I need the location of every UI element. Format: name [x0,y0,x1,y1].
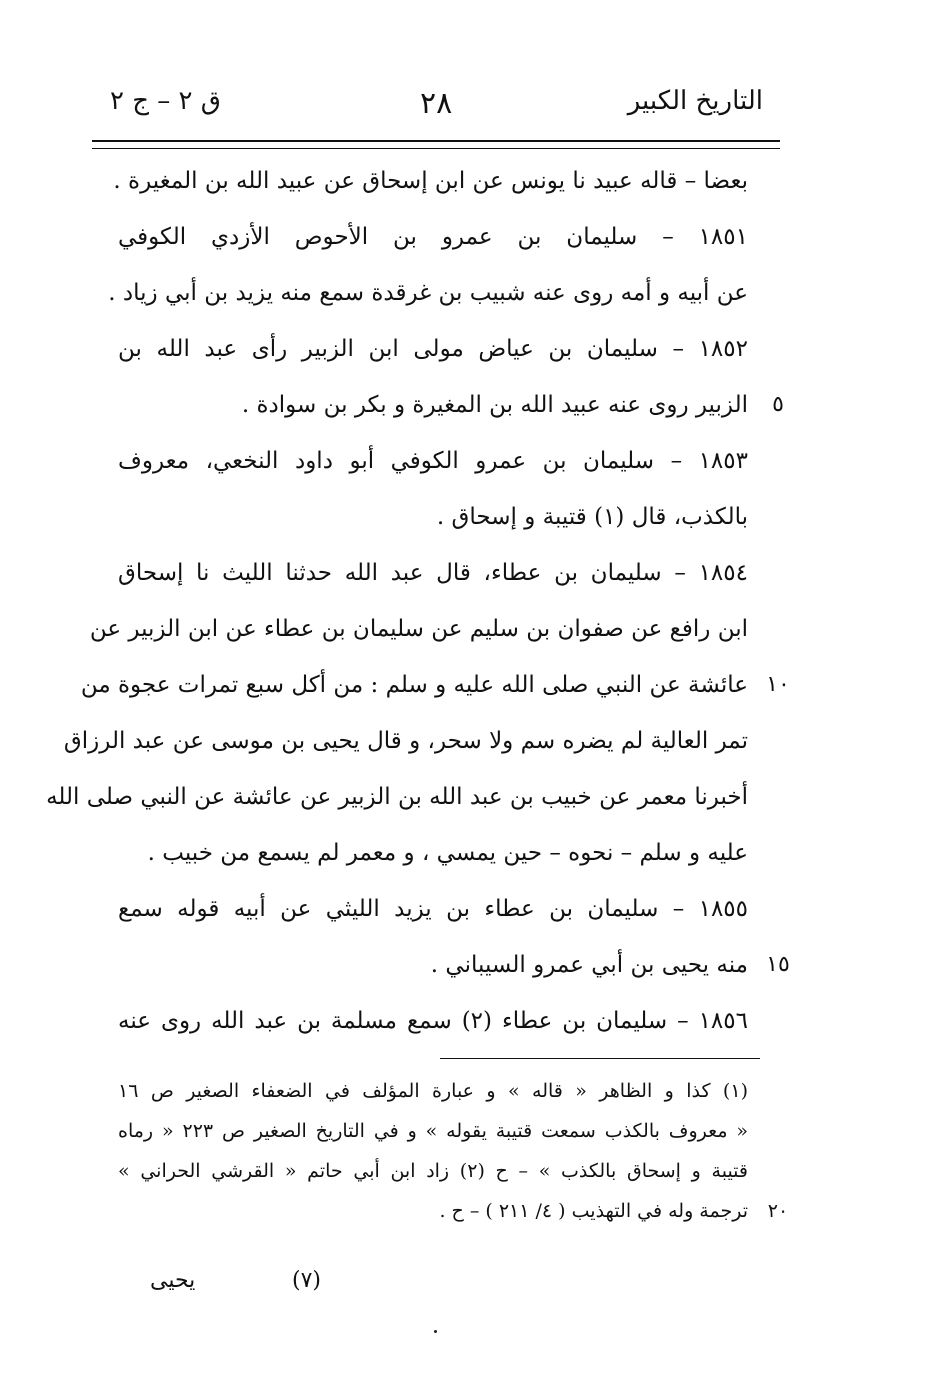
text-line: تمر العالية لم يضره سم ولا سحر، و قال يحيى بن موسى عن عبد الرزاق [63,728,748,754]
text-line: ١٨٥٣ – سليمان بن عمرو الكوفي أبو داود النخعي، معروف [118,448,748,474]
text-line: أخبرنا معمر عن خبيب بن عبد الله بن الزبير عن عائشة عن النبي صلى الله [46,784,748,810]
line-number-10: ١٠ [766,672,790,697]
text-line: عن أبيه و أمه روى عنه شبيب بن غرقدة سمع منه يزيد بن أبي زياد . [108,280,748,306]
header-rule [92,140,780,142]
page-speck [434,1330,437,1333]
footnote-line: قتيبة و إسحاق بالكذب » – ح (٢) زاد ابن أبي حاتم « القرشي الحراني » [118,1160,748,1182]
text-line: ١٨٥١ – سليمان بن عمرو بن الأحوص الأزدي الكوفي [118,224,748,250]
line-number-20: ٢٠ [767,1200,789,1222]
text-line: عليه و سلم – نحوه – حين يمسي ، و معمر لم يسمع من خبيب . [147,840,748,866]
text-line: بعضا – قاله عبيد نا يونس عن ابن إسحاق عن عبيد الله بن المغيرة . [113,168,748,194]
footnote-separator [440,1058,760,1059]
book-title: التاريخ الكبير [627,86,763,116]
text-line: عائشة عن النبي صلى الله عليه و سلم : من أكل سبع تمرات عجوة من [80,672,748,698]
text-line: ١٨٥٤ – سليمان بن عطاء، قال عبد الله حدثنا الليث نا إسحاق [118,560,748,586]
text-line: ابن رافع عن صفوان بن سليم عن سليمان بن عطاء عن ابن الزبير عن [89,616,748,642]
line-number-5: ٥ [772,392,784,417]
text-line: ١٨٥٢ – سليمان بن عياض مولى ابن الزبير رأى عبد الله بن [118,336,748,362]
line-number-15: ١٥ [766,952,790,977]
catchword: يحيى [150,1268,196,1293]
text-line: منه يحيى بن أبي عمرو السيباني . [430,952,748,978]
running-header [110,86,763,126]
volume-label: ق ٢ – ج ٢ [110,86,221,116]
footnote-line: « معروف بالكذب سمعت قتيبة يقوله » و في التاريخ الصغير ص ٢٢٣ « رماه [118,1120,748,1142]
footnote-line: ترجمة وله في التهذيب ( ٤/ ٢١١ ) – ح . [439,1200,748,1222]
header-rule-thin [92,148,780,149]
signature-mark: (٧) [292,1268,322,1293]
text-line: الزبير روى عنه عبيد الله بن المغيرة و بكر بن سوادة . [241,392,748,418]
text-line: بالكذب، قال (١) قتيبة و إسحاق . [436,504,748,530]
text-line: ١٨٥٥ – سليمان بن عطاء بن يزيد الليثي عن أبيه قوله سمع [118,896,749,922]
text-line: ١٨٥٦ – سليمان بن عطاء (٢) سمع مسلمة بن عبد الله روى عنه [118,1008,748,1034]
footnote-line: (١) كذا و الظاهر « قاله » و عبارة المؤلف في الضعفاء الصغير ص ١٦ [118,1080,748,1102]
page-number: ٢٨ [420,86,453,121]
